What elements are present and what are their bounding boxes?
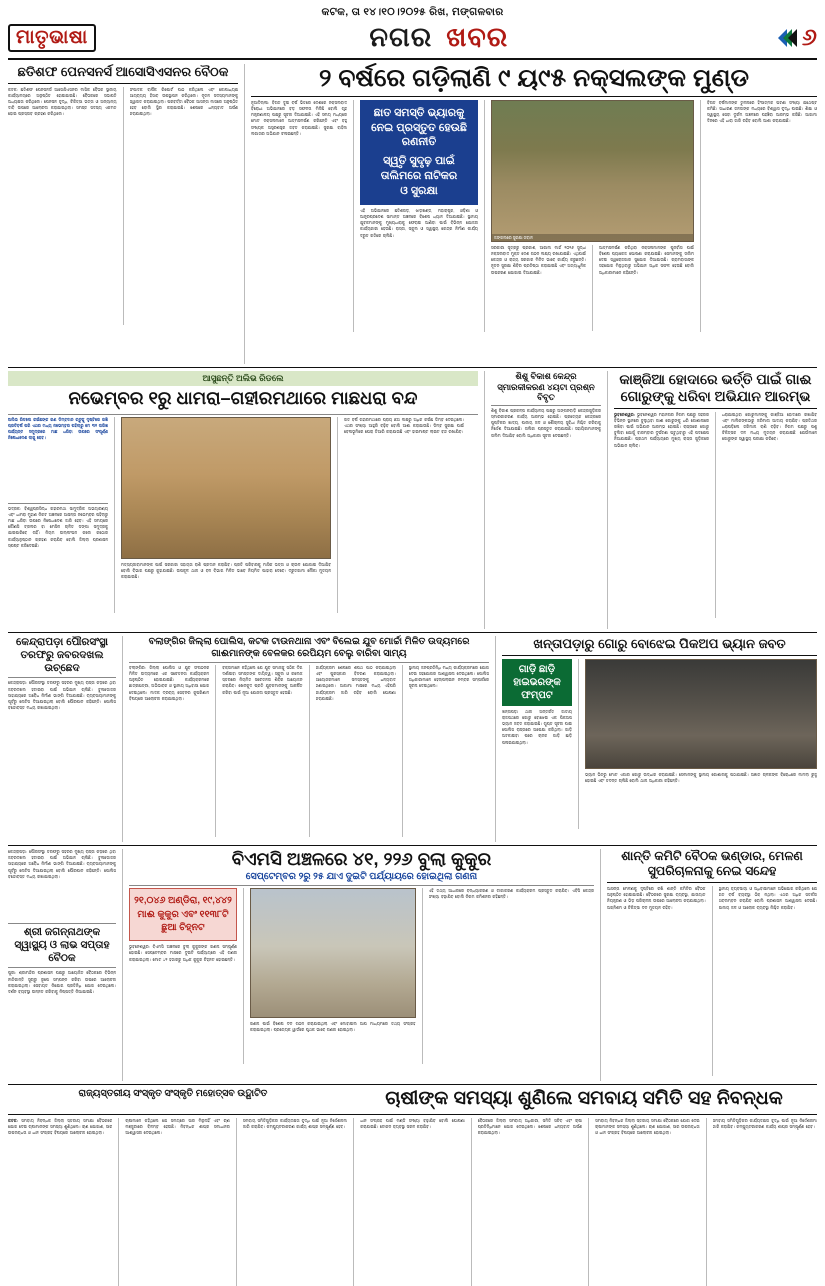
article-pensioners	[8, 64, 238, 364]
article-naxal-headline: ୨ ବର୍ଷରେ ଗଡ଼ିଲାଣି ୯ ୟ୯୫ ନକ୍ସଲଙ୍କ ମୁଣ୍ଡ	[318, 64, 750, 92]
band-bottom	[8, 1088, 817, 1286]
article-bottom-col-6: ସମବାୟ ନିବନ୍ଧକ ଜିଲ୍ଲା ସ୍ତରୀୟ ସମୀକ୍ଷା ବୈଠକରେ ଯୋଗ ଦେଇ ଚାଷୀମାନଙ୍କ ସମସ୍ୟା ଶୁଣିଥିଲେ। ଋଣ ଯୋଗାଣ, ସାର ଉପଲବ୍ଧତା ଓ ଧାନ ସଂଗ୍ରହ ବିଷୟରେ ଆଲୋଚନା ହୋଇଥିଲା।	[595, 1117, 700, 1136]
article-truck-photo-col	[585, 659, 817, 829]
callout-box-driver-flee: ଗାଡ଼ି ଛାଡ଼ି ହାଇଭରଙ୍କ ଫମ୍ପଟ	[502, 659, 572, 706]
article-naxal-box-col	[360, 100, 478, 332]
dateline: କଟକ, ତା ୧୪।୧୦।୨୦୨୫ ରିଖ, ମଙ୍ଗଳବାର	[321, 6, 504, 18]
photo-seized-pickup-van	[585, 659, 817, 769]
article-naxal-photo-col	[491, 100, 694, 332]
article-turtle-headline: ନଭେମ୍ବର ୧ରୁ ଧାମରା–ଗହୀରମଥାରେ ମାଛଧରା ବନ୍ଦ	[68, 388, 418, 408]
article-truck-headline: ଖନ୍ତାପଡ଼ାରୁ ଗୋରୁ ବୋଝେଇ ପିକଅପ ଭ୍ୟାନ ଜବତ	[533, 636, 786, 651]
article-turtle-col-1: ଭଦ୍ରକ: ବିଶ୍ୱପ୍ରସିଦ୍ଧ ଗହୀରମଥା ସାମୁଦ୍ରିକ ଅଭୟାରଣ୍ୟ ଏବଂ ଧାମରା ମୁହାଣ ନିକଟ ଅଞ୍ଚଳରେ ଆସନ୍ତା ନଭେମ୍ବର ପହିଲାରୁ ମାଛ ଧରିବା ଉପରେ ନିଷେଧାଦେଶ ଜାରି ହେବ। ଏହି ସମୟରେ କୌଣସି ଟ୍ରଲର ବା ମେସିନ ଚାଳିତ ଡଙ୍ଗା ସମୁଦ୍ରକୁ ଯାଇପାରିବେ ନାହିଁ। ନିୟମ ଉଲ୍ଲଂଘନ କଲେ କଠୋର କାର୍ଯ୍ୟାନୁଷ୍ଠାନ ଗ୍ରହଣ କରାଯିବ ବୋଲି ଜିଲ୍ଲା ପ୍ରଶାସନ ସ୍ପଷ୍ଟ କରିଦେଇଛି।	[8, 505, 108, 548]
article-dogs-col-1: ଭୁବନେଶ୍ୱର: ବିଏମସି ଅଞ୍ଚଳରେ ବୁଲା କୁକୁରଙ୍କ ଗଣନା ସମ୍ପୂର୍ଣ୍ଣ ହୋଇଛି। ସେପ୍ଟେମ୍ବର ମାସରେ ଦୁଇଟି ପର୍ଯ୍ୟାୟରେ ଏହି ଗଣନା କରାଯାଇଥିଲା। ମୋଟ ୪୧ ହଜାରରୁ ଅଧିକ କୁକୁର ଚିହ୍ନଟ ହୋଇଛନ୍ତି।	[129, 944, 237, 962]
article-turtle-side-note: ଅଲିଭ ରିଡଲେ କଇଁଛଙ୍କ ଗଣ ଡିମ୍ବଦାନ ଋତୁକୁ ଦୃଷ୍ଟିରେ ରଖି ପ୍ରତିବର୍ଷ ପରି ଏଥର ମଧ୍ୟ ନଭେମ୍ବର ପହିଲାରୁ ମେ ୩୧ ତାରିଖ ପର୍ଯ୍ୟନ୍ତ ସମୁଦ୍ରରେ ମାଛ ଧରିବା ଉପରେ ସଂପୂର୍ଣ୍ଣ ନିଷେଧାଦେଶ ଲାଗୁ ହେବ।	[8, 416, 108, 441]
article-kendrapara-text: କେନ୍ଦ୍ରାପଡ଼ା: ପୌରସଂସ୍ଥା ତରଫରୁ ସହରର ମୁଖ୍ୟ ରାସ୍ତା କଡ଼ରେ ଥିବା ଜବରଦଖଲ ହଟାଇବା ପାଇଁ ଅଭିଯାନ ଚାଲିଛି। ବୁଲଡୋଜର ସାହାଯ୍ୟରେ ଅବୈଧ ନିର୍ମାଣ ଭାଙ୍ଗି ଦିଆଯାଇଛି। ବ୍ୟବସାୟୀମାନଙ୍କୁ ପୂର୍ବରୁ ନୋଟିସ ଦିଆଯାଇଥିଲା ବୋଲି ପୌରପାଳ କହିଛନ୍ତି। ପୋଲିସ ବନ୍ଦୋବସ୍ତ ମଧ୍ୟ ରଖାଯାଇଥିଲା।	[8, 680, 116, 711]
article-cow-drive-col-2: ଧରାଯାଇଥିବା ଗୋରୁମାନଙ୍କୁ କାଞ୍ଜିଆ ହୋଦାରେ ରଖାଯିବ ଏବଂ ମାଲିକଙ୍କଠାରୁ ଜରିମାନା ଆଦାୟ କରାଯିବ। ପ୍ରତିଥର ଧରାପଡ଼ିଲେ ଜରିମାନା ରାଶି ବଢ଼ିବ। ନିଗମ ପକ୍ଷରୁ ପଶୁ ଚିକିତ୍ସକ ଦଳ ମଧ୍ୟ ମୁତୟନ କରାଯାଇଛି ଯେଉଁମାନେ ଗୋରୁଙ୍କ ସ୍ୱାସ୍ଥ୍ୟ ପରୀକ୍ଷା କରିବେ।	[722, 411, 817, 442]
article-turtle-side	[8, 417, 108, 613]
article-dogs-col-3: ଏହି ତଥ୍ୟ ଆଧାରରେ ବନ୍ଧ୍ୟାକରଣ ଓ ଟୀକାକରଣ କାର୍ଯ୍ୟକ୍ରମ ପ୍ରସ୍ତୁତ କରାଯିବ। ଏବିସି କେନ୍ଦ୍ର ସଂଖ୍ୟା ବଢ଼ାଯିବ ବୋଲି ନିଗମ କମିଶନର କହିଛନ୍ତି।	[428, 887, 594, 900]
article-jagannath	[8, 849, 116, 1081]
article-truck-col-2: ଭ୍ୟାନ ଭିତରୁ ମୋଟ ଏଗାର ଗୋରୁ ଉଦ୍ଧାର କରାଯାଇଛି। ସେମାନଙ୍କୁ ସ୍ଥାନୀୟ ଗୋଶାଳାକୁ ପଠାଯାଇଛି। ଅଜ୍ଞାତ ଚାଳକଙ୍କ ବିରୋଧରେ ମାମଲା ରୁଜୁ ହୋଇଛି ଏବଂ ତଦନ୍ତ ଚାଲିଛି ବୋଲି ଥାନା ଅଧିକାରୀ କହିଛନ୍ତି।	[585, 771, 817, 783]
article-peace-headline: ଶାନ୍ତି କମିଟି ବୈଠକ ଭଣ୍ଡାର, ମେଳଣ ସୁପରିଚାଳନାକୁ ନେଇ ସନ୍ଦେହ	[621, 849, 803, 878]
article-truck-col-1: ଖନ୍ତାପଡ଼ା ଥାନା ଅନ୍ତର୍ଗତ ଜାତୀୟ ରାଜପଥରେ ଗୋରୁ ବୋଝେଇ ଏକ ପିକଅପ ଭ୍ୟାନ ଜବତ କରାଯାଇଛି। ଗୁପ୍ତ ସୂଚନା ପାଇ ପୋଲିସ ରାସ୍ତାରେ ଅପେକ୍ଷା କରିଥିଲା। ଗାଡ଼ି ଅଟକାଇବା ପରେ ଚାଳକ ଗାଡ଼ି ଛାଡ଼ି ପଳାଇଯାଇଥିଲା।	[502, 708, 572, 745]
article-sanskrit-kicker: ରାଜ୍ୟସ୍ତରୀୟ ସଂସ୍କୃତ ସଂସ୍କୃତି ମହୋତ୍ସବ ଉଦ୍ଘାଟିତ	[78, 1088, 268, 1099]
article-kendrapara	[8, 636, 116, 842]
callout-box-safety: ସ୍ୱୃତି ସୁଦୃଢ଼ ପାଇଁ ତାଲିମରେ ନାଟିକର ଓ ସୁରକ୍ଷା	[380, 155, 458, 197]
article-peace	[607, 849, 817, 1081]
article-coop-head-col	[351, 1088, 817, 1111]
article-pensioners-headline: ଛତିଶଫ ପେନସନର୍ସ ଆସୋସିଏସନର ବୈଠକ	[17, 64, 229, 79]
article-child-dev-headline: ଶିଶୁ ବିକାଶ କେନ୍ଦ୍ର ସ୍ମାରକୀକରଣ ୪ୟଟା ପ୍ରଶ୍ନ ବିବୃତ	[497, 371, 595, 403]
page-title-left: ନଗର	[369, 22, 433, 52]
article-forum-headline: ବଲାଙ୍ଗିର ଜିଲ୍ଲା ପୋଲିସ, କଟକ ଟାଉନଥାନା ଏବଂ ବିଲେଇ ଯୁବ ମୋର୍ଚ୍ଚା ମିଳିତ ଉଦ୍ୟମରେ ଗାଈମାନଙ୍କ ବେଳକର ରେପିୟମ ବେଲୁ ବାରିବା ସାମ୍ୟ	[148, 636, 470, 659]
page-title-right: ଖବର	[446, 22, 509, 52]
article-forum-col-4: ସ୍ଥାନୀୟ ଜନପ୍ରତିନିଧି ମଧ୍ୟ କାର୍ଯ୍ୟକ୍ରମରେ ଯୋଗ ଦେଇ ସହଯୋଗର ଆଶ୍ୱାସନା ଦେଇଥିଲେ। ପୋଲିସ ଅଧିକାରୀମାନେ ହେଲ୍ପଲାଇନ ନମ୍ବର ସମ୍ପର୍କରେ ସୂଚନା ଦେଇଥିଲେ।	[408, 664, 489, 689]
band-dogs	[8, 849, 817, 1081]
article-turtle-kicker: ଆସୁଛନ୍ତି ଅଲିଭ ରିଡଲେ	[8, 371, 478, 386]
article-child-dev-text: ଶିଶୁ ବିକାଶ ପ୍ରକଳ୍ପ କାର୍ଯ୍ୟାଳୟ ପକ୍ଷରୁ ଅଙ୍ଗନବାଡ଼ି କେନ୍ଦ୍ରଗୁଡ଼ିକର ସ୍ମାରକୀକରଣ କାର୍ଯ୍ୟ ଆରମ୍ଭ ହୋଇଛି। ପ୍ରତ୍ୟେକ କେନ୍ଦ୍ରରେ ପୁଷ୍ଟିକର ଖାଦ୍ୟ, ପାନୀୟ ଜଳ ଓ ଶୌଚାଳୟ ସୁବିଧା ନିଶ୍ଚିତ କରିବାକୁ ନିର୍ଦ୍ଦେଶ ଦିଆଯାଇଛି। ତାଲିକା ପ୍ରସ୍ତୁତ କରାଯାଉଛି। ସହାୟିକାମାନଙ୍କୁ ତାଲିମ ଦିଆଯିବ ବୋଲି ଅଧିକାରୀ ସୂଚନା ଦେଇଛନ୍ତି।	[491, 407, 601, 438]
article-forum-col-3: କାର୍ଯ୍ୟକ୍ରମ ଶେଷରେ ଶପଥ ପାଠ କରାଯାଇଥିଲା ଏବଂ ପୁରସ୍କାର ବିତରଣ କରାଯାଇଥିଲା। ଆୟୋଜକମାନେ ସମସ୍ତଙ୍କୁ ଧନ୍ୟବାଦ ଜଣାଇଥିଲେ। ଆଗାମୀ ମାସରେ ମଧ୍ୟ ଏହିପରି କାର୍ଯ୍ୟକ୍ରମ ଜାରି ରହିବ ବୋଲି ଘୋଷଣା କରାଯାଇଛି।	[315, 664, 396, 701]
article-naxal-lead	[251, 64, 817, 364]
article-bottom-col-7: ସମବାୟ ସମିତିଗୁଡ଼ିକର କାର୍ଯ୍ୟଦକ୍ଷତା ବୃଦ୍ଧି ପାଇଁ ନୂଆ ନିର୍ଦ୍ଦେଶନାମା ଜାରି କରାଯିବ। କମ୍ପ୍ୟୁଟରୀକରଣ କାର୍ଯ୍ୟ ଶୀଘ୍ର ସମ୍ପୂର୍ଣ୍ଣ ହେବ।	[712, 1117, 817, 1129]
article-forum	[129, 636, 489, 842]
article-naxal-col-3: ସରକାରୀ ସୂତ୍ରରୁ ପ୍ରକାଶ, ଆଗାମୀ ମାର୍ଚ୍ଚ ୨୦୨୬ ସୁଦ୍ଧା ନକ୍ସଲବାଦ ମୁକ୍ତ ଦେଶ ଗଠନ ଲକ୍ଷ୍ୟ ରଖାଯାଇଛି। ଏଥିପାଇଁ କେନ୍ଦ୍ର ଓ ରାଜ୍ୟ ସରକାର ମିଳିତ ଭାବେ କାର୍ଯ୍ୟ କରୁଛନ୍ତି। ନୂତନ ସୁରକ୍ଷା ଶିବିର ପ୍ରତିଷ୍ଠା କରାଯାଇଛି ଏବଂ ଅତ୍ୟାଧୁନିକ ଉପକରଣ ଯୋଗାଇ ଦିଆଯାଇଛି।	[491, 244, 586, 275]
article-peace-col-1: ଆସନ୍ତା ମେଳଣକୁ ଦୃଷ୍ଟିରେ ରଖି ଶାନ୍ତି କମିଟିର ବୈଠକ ଅନୁଷ୍ଠିତ ହୋଇଯାଇଛି। ବୈଠକରେ ସୁରକ୍ଷା ବ୍ୟବସ୍ଥା, ଯାତାୟାତ ନିୟନ୍ତ୍ରଣ ଓ ଭିଡ଼ ପରିଚାଳନା ଉପରେ ଆଲୋଚନା କରାଯାଇଥିଲା। ଅଗ୍ନିଶମ ଓ ଚିକିତ୍ସା ଦଳ ମୁତୟନ ରହିବ।	[607, 886, 706, 910]
photo-forest-soldier	[491, 100, 694, 242]
article-dogs	[129, 849, 594, 1081]
article-turtle-col-3: ଗତ ବର୍ଷ ଗହୀରମଥାରେ ପ୍ରାୟ ଛଅ ଲକ୍ଷରୁ ଅଧିକ କଇଁଛ ଡିମ୍ବ ଦେଇଥିଲେ। ଏଥର ସଂଖ୍ୟା ଆହୁରି ବଢ଼ିବ ବୋଲି ଆଶା କରାଯାଉଛି। ଡିମ୍ବ ସୁରକ୍ଷା ପାଇଁ ବେଳାଭୂମିରେ ଘେରା ତିଆରି କରାଯାଉଛି ଏବଂ ହାଇମାଷ୍ଟ ଲାଇଟ ବନ୍ଦ ରଖାଯିବ।	[344, 416, 464, 434]
callout-box-strategy: ଛାତ ସମସ୍ତି ଭ୍ୟାରକୁ ନେଇ ପ୍ରସ୍ତୁତ ହେଉଛି ରଣନୀତି ସ୍ୱୃତି ସୁଦୃଢ଼ ପାଇଁ ତାଲିମରେ ନାଟିକର ଓ ସୁରକ୍ଷା	[360, 100, 478, 205]
article-sanskrit-kicker-col	[8, 1088, 338, 1100]
photo-street-dogs	[250, 888, 416, 1018]
band-top	[8, 64, 817, 364]
photo-olive-ridley-turtle	[121, 417, 331, 559]
band-turtle	[8, 371, 817, 629]
article-truck-badge-col	[502, 659, 572, 829]
article-coop-headline: ଚାଷୀଙ୍କ ସମସ୍ୟା ଶୁଣିଲେ ସମବାୟ ସମିତି ସହ ନିବନ୍ଧକ	[385, 1088, 783, 1109]
article-cow-drive	[614, 371, 817, 629]
page-number-group	[782, 24, 817, 52]
article-kendrapara-headline: କେନ୍ଦ୍ରାପଡ଼ା ପୌରସଂସ୍ଥା ତରଫରୁ ଜବରଦଖଲ ଉଚ୍ଛେଦ	[15, 636, 109, 675]
article-turtle-photo-col	[121, 417, 331, 613]
page-title	[96, 22, 782, 54]
article-naxal-col-1: ନୂଆଦିଲ୍ଲୀ: ବିଗତ ଦୁଇ ବର୍ଷ ଭିତରେ ଦେଶରେ ନକ୍ସଲବାଦ ବିରୋଧୀ ଅଭିଯାନରେ ବଡ଼ ସଫଳତା ମିଳିଛି ବୋଲି ଗୃହ ମନ୍ତ୍ରଣାଳୟ ପକ୍ଷରୁ ସୂଚନା ଦିଆଯାଇଛି। ଏହି ସମୟ ମଧ୍ୟରେ ମୋଟ ନକ୍ସଲମାନେ ଆତ୍ମସମର୍ପଣ କରିଛନ୍ତି ଏବଂ ବହୁ ସଂଖ୍ୟକ ଅସ୍ତ୍ରଶସ୍ତ୍ର ଜବତ କରାଯାଇଛି। ସୁରକ୍ଷା ବାହିନୀ ଲଗାତାର ଅଭିଯାନ ଚଳାଇଛନ୍ତି।	[251, 99, 347, 136]
article-turtle-col-2: ମତ୍ସ୍ୟଜୀବୀମାନଙ୍କ ପାଇଁ ସରକାରୀ ସହାୟତା ରାଶି ପ୍ରଦାନ କରାଯିବ। ପ୍ରତି ପରିବାରକୁ ମାସିକ ଭତ୍ତା ଓ ଚାଉଳ ଯୋଗାଇ ଦିଆଯିବ ବୋଲି ବିଭାଗ ପକ୍ଷରୁ କୁହାଯାଇଛି। ଉପକୂଳ ଥାନା ଓ ବନ ବିଭାଗ ମିଳିତ ଭାବେ ନିୟମିତ ପାହାରା ଦେବେ। ଦ୍ରୁତଗାମୀ ନୌକା ମୁତୟନ କରାଯାଇଛି।	[121, 561, 331, 579]
article-bottom-col-2: ଚାଷୀମାନେ କହିଥିଲେ ଯେ ସମୟରେ ସାର ମିଳୁନାହିଁ ଏବଂ ଋଣ ମଞ୍ଜୁରୀରେ ବିଳମ୍ବ ହେଉଛି। ନିବନ୍ଧକ ଶୀଘ୍ର ସମାଧାନର ଆଶ୍ୱାସନା ଦେଇଥିଲେ।	[125, 1117, 230, 1136]
article-naxal-col-2: ଏହି ଅଭିଯାନରେ ଛତିଶଗଡ଼, ଝାଡ଼ଖଣ୍ଡ, ମହାରାଷ୍ଟ୍ର, ଓଡ଼ିଶା ଓ ଆନ୍ଧ୍ରପ୍ରଦେଶ ସୀମାନ୍ତ ଅଞ୍ଚଳରେ ବିଶେଷ ଧ୍ୟାନ ଦିଆଯାଇଛି। ସ୍ଥାନୀୟ ଯୁବକମାନଙ୍କୁ ମୁଖ୍ୟଧାରାକୁ ଫେରାଇ ଆଣିବା ପାଇଁ ବିଭିନ୍ନ ଯୋଜନା କାର୍ଯ୍ୟକାରୀ ହେଉଛି। ରାସ୍ତା, ସ୍କୁଲ ଓ ସ୍ୱାସ୍ଥ୍ୟ କେନ୍ଦ୍ର ନିର୍ମାଣ କାର୍ଯ୍ୟ ଦ୍ରୁତ ଗତିରେ ଚାଲିଛି।	[360, 207, 478, 238]
page-number: ୬	[801, 24, 817, 51]
article-dogs-subhead: ସେପ୍ଟେମ୍ବର ୨ରୁ ୨୫ ଯାଏ ଦୁଇଟି ପର୍ଯ୍ୟାୟରେ ହୋଇଥିଲା ଗଣନା	[245, 870, 478, 882]
article-truck	[502, 636, 817, 842]
chevron-left-icon	[782, 29, 797, 47]
article-bottom-col-1: କଟକ: ସମବାୟ ନିବନ୍ଧକ ଜିଲ୍ଲା ସ୍ତରୀୟ ସମୀକ୍ଷା ବୈଠକରେ ଯୋଗ ଦେଇ ଚାଷୀମାନଙ୍କ ସମସ୍ୟା ଶୁଣିଥିଲେ। ଋଣ ଯୋଗାଣ, ସାର ଉପଲବ୍ଧତା ଓ ଧାନ ସଂଗ୍ରହ ବିଷୟରେ ଆଲୋଚନା ହୋଇଥିଲା।	[8, 1117, 113, 1136]
article-bottom-col-3: ସମବାୟ ସମିତିଗୁଡ଼ିକର କାର୍ଯ୍ୟଦକ୍ଷତା ବୃଦ୍ଧି ପାଇଁ ନୂଆ ନିର୍ଦ୍ଦେଶନାମା ଜାରି କରାଯିବ। କମ୍ପ୍ୟୁଟରୀକରଣ କାର୍ଯ୍ୟ ଶୀଘ୍ର ସମ୍ପୂର୍ଣ୍ଣ ହେବ।	[242, 1117, 348, 1129]
masthead	[8, 4, 817, 60]
article-pensioners-col-1: କଟକ: ଛତିଶଫ ପେନସନର୍ସ ଆସୋସିଏସନର ମାସିକ ବୈଠକ ସ୍ଥାନୀୟ କାର୍ଯ୍ୟାଳୟରେ ଅନୁଷ୍ଠିତ ହୋଇଯାଇଛି। ବୈଠକରେ ସଭାପତି ଅଧ୍ୟକ୍ଷତା କରିଥିଲେ। ପେନସନ ବୃଦ୍ଧି, ଚିକିତ୍ସା ଭତ୍ତା ଓ ଅନ୍ୟାନ୍ୟ ଦାବି ଉପରେ ଆଲୋଚନା କରାଯାଇଥିଲା। ସମସ୍ତ ସଦସ୍ୟ ଏକମତ ହୋଇ ପ୍ରସ୍ତାବ ଗ୍ରହଣ କରିଥିଲେ।	[8, 86, 117, 117]
article-dogs-stat-col	[129, 888, 237, 1064]
article-naxal-col-4: ଆତ୍ମସମର୍ପଣ କରିଥିବା ନକ୍ସଲମାନଙ୍କ ପୁନର୍ବାସ ପାଇଁ ବିଶେଷ ପ୍ୟାକେଜ ଘୋଷଣା କରାଯାଇଛି। ସେମାନଙ୍କୁ ତାଲିମ ଦେଇ ସ୍ୱରୋଜଗାର ସୁଯୋଗ ଦିଆଯାଉଛି। ଗ୍ରାମବାସୀଙ୍କ ସହଯୋଗ ମିଳୁଥିବାରୁ ଅଭିଯାନ ଅଧିକ ସଫଳ ହେଉଛି ବୋଲି ଅଧିକାରୀମାନେ କହିଛନ୍ତି।	[599, 244, 694, 275]
article-bottom-col-4: ଧାନ ସଂଗ୍ରହ ପାଇଁ ମଣ୍ଡି ସଂଖ୍ୟା ବଢ଼ାଯିବ ବୋଲି ଘୋଷଣା କରାଯାଇଛି। ଟୋକନ ବ୍ୟବସ୍ଥା ସରଳ କରାଯିବ।	[360, 1117, 465, 1129]
article-child-dev	[491, 371, 601, 629]
band-middle	[8, 636, 817, 842]
article-dogs-photo-col	[250, 888, 416, 1064]
article-dogs-headline: ବିଏମସି ଅଞ୍ଚଳରେ ୪୧, ୨୨୬ ବୁଲା କୁକୁର	[231, 849, 492, 869]
article-jagannath-headline: ଶ୍ରୀ ଜଗନ୍ନାଥଙ୍କ ସ୍ୱାସ୍ଥ୍ୟ ଓ ଲାଭ ସପ୍ତାହ ବୈଠକ	[14, 926, 110, 965]
article-forum-col-1: ବଲାଙ୍ଗିର: ଜିଲ୍ଲା ପୋଲିସ ଓ ଯୁବ ସଂଗଠନର ମିଳିତ ଉଦ୍ୟମରେ ଏକ ସଚେତନତା କାର୍ଯ୍ୟକ୍ରମ ଅନୁଷ୍ଠିତ ହୋଇଯାଇଛି। କାର୍ଯ୍ୟକ୍ରମରେ ଛାତ୍ରଛାତ୍ରୀ, ଅଭିଭାବକ ଓ ସ୍ଥାନୀୟ ଅଧିବାସୀ ଯୋଗ ଦେଇଥିଲେ। ମାଦକ ଦ୍ରବ୍ୟ ସେବନର କୁପରିଣାମ ବିଷୟରେ ଆଲୋଚନା କରାଯାଇଥିଲା।	[129, 664, 210, 701]
article-turtle	[8, 371, 478, 629]
photo-forest-soldier-caption: ଜଙ୍ଗଲରେ ସୁରକ୍ଷା ଜବାନ	[492, 234, 693, 241]
publication-logo: ମାତୃଭାଷା	[8, 24, 96, 52]
article-peace-col-2: ସ୍ଥାନୀୟ ବ୍ୟବସାୟୀ ଓ ଅଧିବାସୀମାନେ ଅଭିଯୋଗ କରିଥିଲେ ଯେ ଗତ ବର୍ଷ ବ୍ୟବସ୍ଥା ଠିକ୍ ନଥିଲା। ଏଥର ଅଧିକ ସତର୍କତା ଅବଲମ୍ବନ କରାଯିବ ବୋଲି ପ୍ରଶାସନ ଆଶ୍ୱାସନା ଦେଇଛି। ପାନୀୟ ଜଳ ଓ ଆଲୋକ ବ୍ୟବସ୍ଥା ନିଶ୍ଚିତ କରାଯିବ।	[718, 886, 817, 910]
article-dogs-col-2: ଗଣନା ପାଇଁ ବିଶେଷ ଦଳ ଗଠନ କରାଯାଇଥିଲା ଏବଂ ମୋବାଇଲ ଆପ ମାଧ୍ୟମରେ ତଥ୍ୟ ସଂଗ୍ରହ କରାଯାଇଥିଲା। ପ୍ରତ୍ୟେକ ୱାର୍ଡରେ ପୃଥକ ଭାବେ ଗଣନା ହୋଇଥିଲା।	[250, 1020, 416, 1033]
article-forum-col-2: ବକ୍ତାମାନେ କହିଥିଲେ ଯେ ଯୁବ ସମାଜକୁ ସଠିକ ଦିଗ ଦର୍ଶାଇବା ସମସ୍ତଙ୍କ ଦାୟିତ୍ୱ। ସ୍କୁଲ ଓ କଲେଜ ସ୍ତରରେ ନିୟମିତ ସଚେତନତା ଶିବିର ଆୟୋଜନ କରାଯିବ। ଖେଳକୁଦ ପ୍ରତି ଯୁବକମାନଙ୍କୁ ଆକର୍ଷିତ କରିବା ପାଇଁ ନୂଆ ଯୋଜନା ପ୍ରସ୍ତୁତ ହେଉଛି।	[222, 664, 303, 695]
article-kendrapara-overflow: କେନ୍ଦ୍ରାପଡ଼ା: ପୌରସଂସ୍ଥା ତରଫରୁ ସହରର ମୁଖ୍ୟ ରାସ୍ତା କଡ଼ରେ ଥିବା ଜବରଦଖଲ ହଟାଇବା ପାଇଁ ଅଭିଯାନ ଚାଲିଛି। ବୁଲଡୋଜର ସାହାଯ୍ୟରେ ଅବୈଧ ନିର୍ମାଣ ଭାଙ୍ଗି ଦିଆଯାଇଛି। ବ୍ୟବସାୟୀମାନଙ୍କୁ ପୂର୍ବରୁ ନୋଟିସ ଦିଆଯାଇଥିଲା ବୋଲି ପୌରପାଳ କହିଛନ୍ତି। ପୋଲିସ ବନ୍ଦୋବସ୍ତ ମଧ୍ୟ ରଖାଯାଇଥିଲା।	[8, 849, 116, 879]
article-bottom-col-5: ବୈଠକରେ ଜିଲ୍ଲା ସମବାୟ ଅଧିକାରୀ, ସମିତି ସଚିବ ଏବଂ ଚାଷୀ ପ୍ରତିନିଧିମାନେ ଯୋଗ ଦେଇଥିଲେ। ଶେଷରେ ଧନ୍ୟବାଦ ଅର୍ପଣ କରାଯାଇଥିଲା।	[477, 1117, 583, 1136]
article-cow-drive-col-1: ଭୁବନେଶ୍ୱର: ଭୁବନେଶ୍ୱର ମହାନଗର ନିଗମ ପକ୍ଷରୁ ସହରର ବିଭିନ୍ନ ସ୍ଥାନରେ ବୁଲୁଥିବା ଗାଈ ଗୋରୁଙ୍କୁ ଧରି ଗୋଶାଳାରେ ରଖିବା ପାଇଁ ଅଭିଯାନ ଆରମ୍ଭ ହୋଇଛି। ରାସ୍ତାରେ ଗୋରୁ ବୁଲିବା ଯୋଗୁଁ ବାରମ୍ବାର ଦୁର୍ଘଟଣା ଘଟୁଥିବାରୁ ଏହି ପଦକ୍ଷେପ ନିଆଯାଇଛି। ପ୍ରଥମ ପର୍ଯ୍ୟାୟରେ ମୁଖ୍ୟ ରାସ୍ତା ଗୁଡ଼ିକରେ ଅଭିଯାନ ଚାଲିବ।	[614, 411, 709, 448]
article-naxal-col-5: ବିଗତ ବର୍ଷମାନଙ୍କ ତୁଳନାରେ ହିଂସାତ୍ମକ ଘଟଣା ସଂଖ୍ୟା ଯଥେଷ୍ଟ କମିଛି। ସାଧାରଣ ଜନତାଙ୍କ ମଧ୍ୟରେ ବିଶ୍ୱାସ ବୃଦ୍ଧି ପାଇଛି। ଶିକ୍ଷା ଓ ସ୍ୱାସ୍ଥ୍ୟ ସେବା ଦୁର୍ଗମ ଅଞ୍ଚଳରେ ପହଞ୍ଚିବା ଆରମ୍ଭ କରିଛି। ଆଗାମୀ ଦିନରେ ଏହି ଧାରା ଜାରି ରହିବ ବୋଲି ଆଶା କରାଯାଉଛି।	[707, 99, 817, 124]
article-jagannath-text: ପୁରୀ: ଶ୍ରୀମନ୍ଦିର ପ୍ରଶାସନ ପକ୍ଷରୁ ଆୟୋଜିତ ବୈଠକରେ ବିଭିନ୍ନ ନୀତିକାନ୍ତି ସୁଚାରୁ ରୂପେ ସମ୍ପନ୍ନ କରିବା ଉପରେ ଆଲୋଚନା କରାଯାଇଥିଲା। ସେବାୟତ ନିଯୋଗ ପ୍ରତିନିଧି ଯୋଗ ଦେଇଥିଲେ। ଦର୍ଶନ ବ୍ୟବସ୍ଥା ଉନ୍ନତ କରିବାକୁ ନିଷ୍ପତ୍ତି ନିଆଯାଇଛି।	[8, 970, 116, 994]
article-pensioners-col-2: ସଂପାଦକ ବାର୍ଷିକ ରିପୋର୍ଟ ପାଠ କରିଥିଲେ ଏବଂ କୋଷାଧ୍ୟକ୍ଷ ଆୟବ୍ୟୟ ହିସାବ ଉପସ୍ଥାପନ କରିଥିଲେ। ନୂତନ ସଦସ୍ୟମାନଙ୍କୁ ସ୍ୱାଗତ କରାଯାଇଥିଲା। ପରବର୍ତ୍ତୀ ବୈଠକ ଆସନ୍ତା ମାସରେ ଅନୁଷ୍ଠିତ ହେବ ବୋଲି ସ୍ଥିର କରାଯାଇଛି। ଶେଷରେ ଧନ୍ୟବାଦ ଅର୍ପଣ କରାଯାଇଥିଲା।	[129, 86, 238, 117]
article-cow-drive-headline: କାଞ୍ଜିଆ ହୋଦାରେ ଭର୍ତ୍ତି ପାଇଁ ଗାଈ ଗୋରୁଙ୍କୁ ଧରିବା ଅଭିଯାନ ଆରମ୍ଭ	[619, 371, 812, 404]
callout-box-dog-stats: ୨୧,୦୪୬ ଅଣ୍ଡିରା, ୧୯,୪୪୨ ମାଈ କୁକୁର ଏବଂ ୧୧୩୮ଟି ଛୁଆ ଚିହ୍ନଟ	[129, 888, 237, 941]
